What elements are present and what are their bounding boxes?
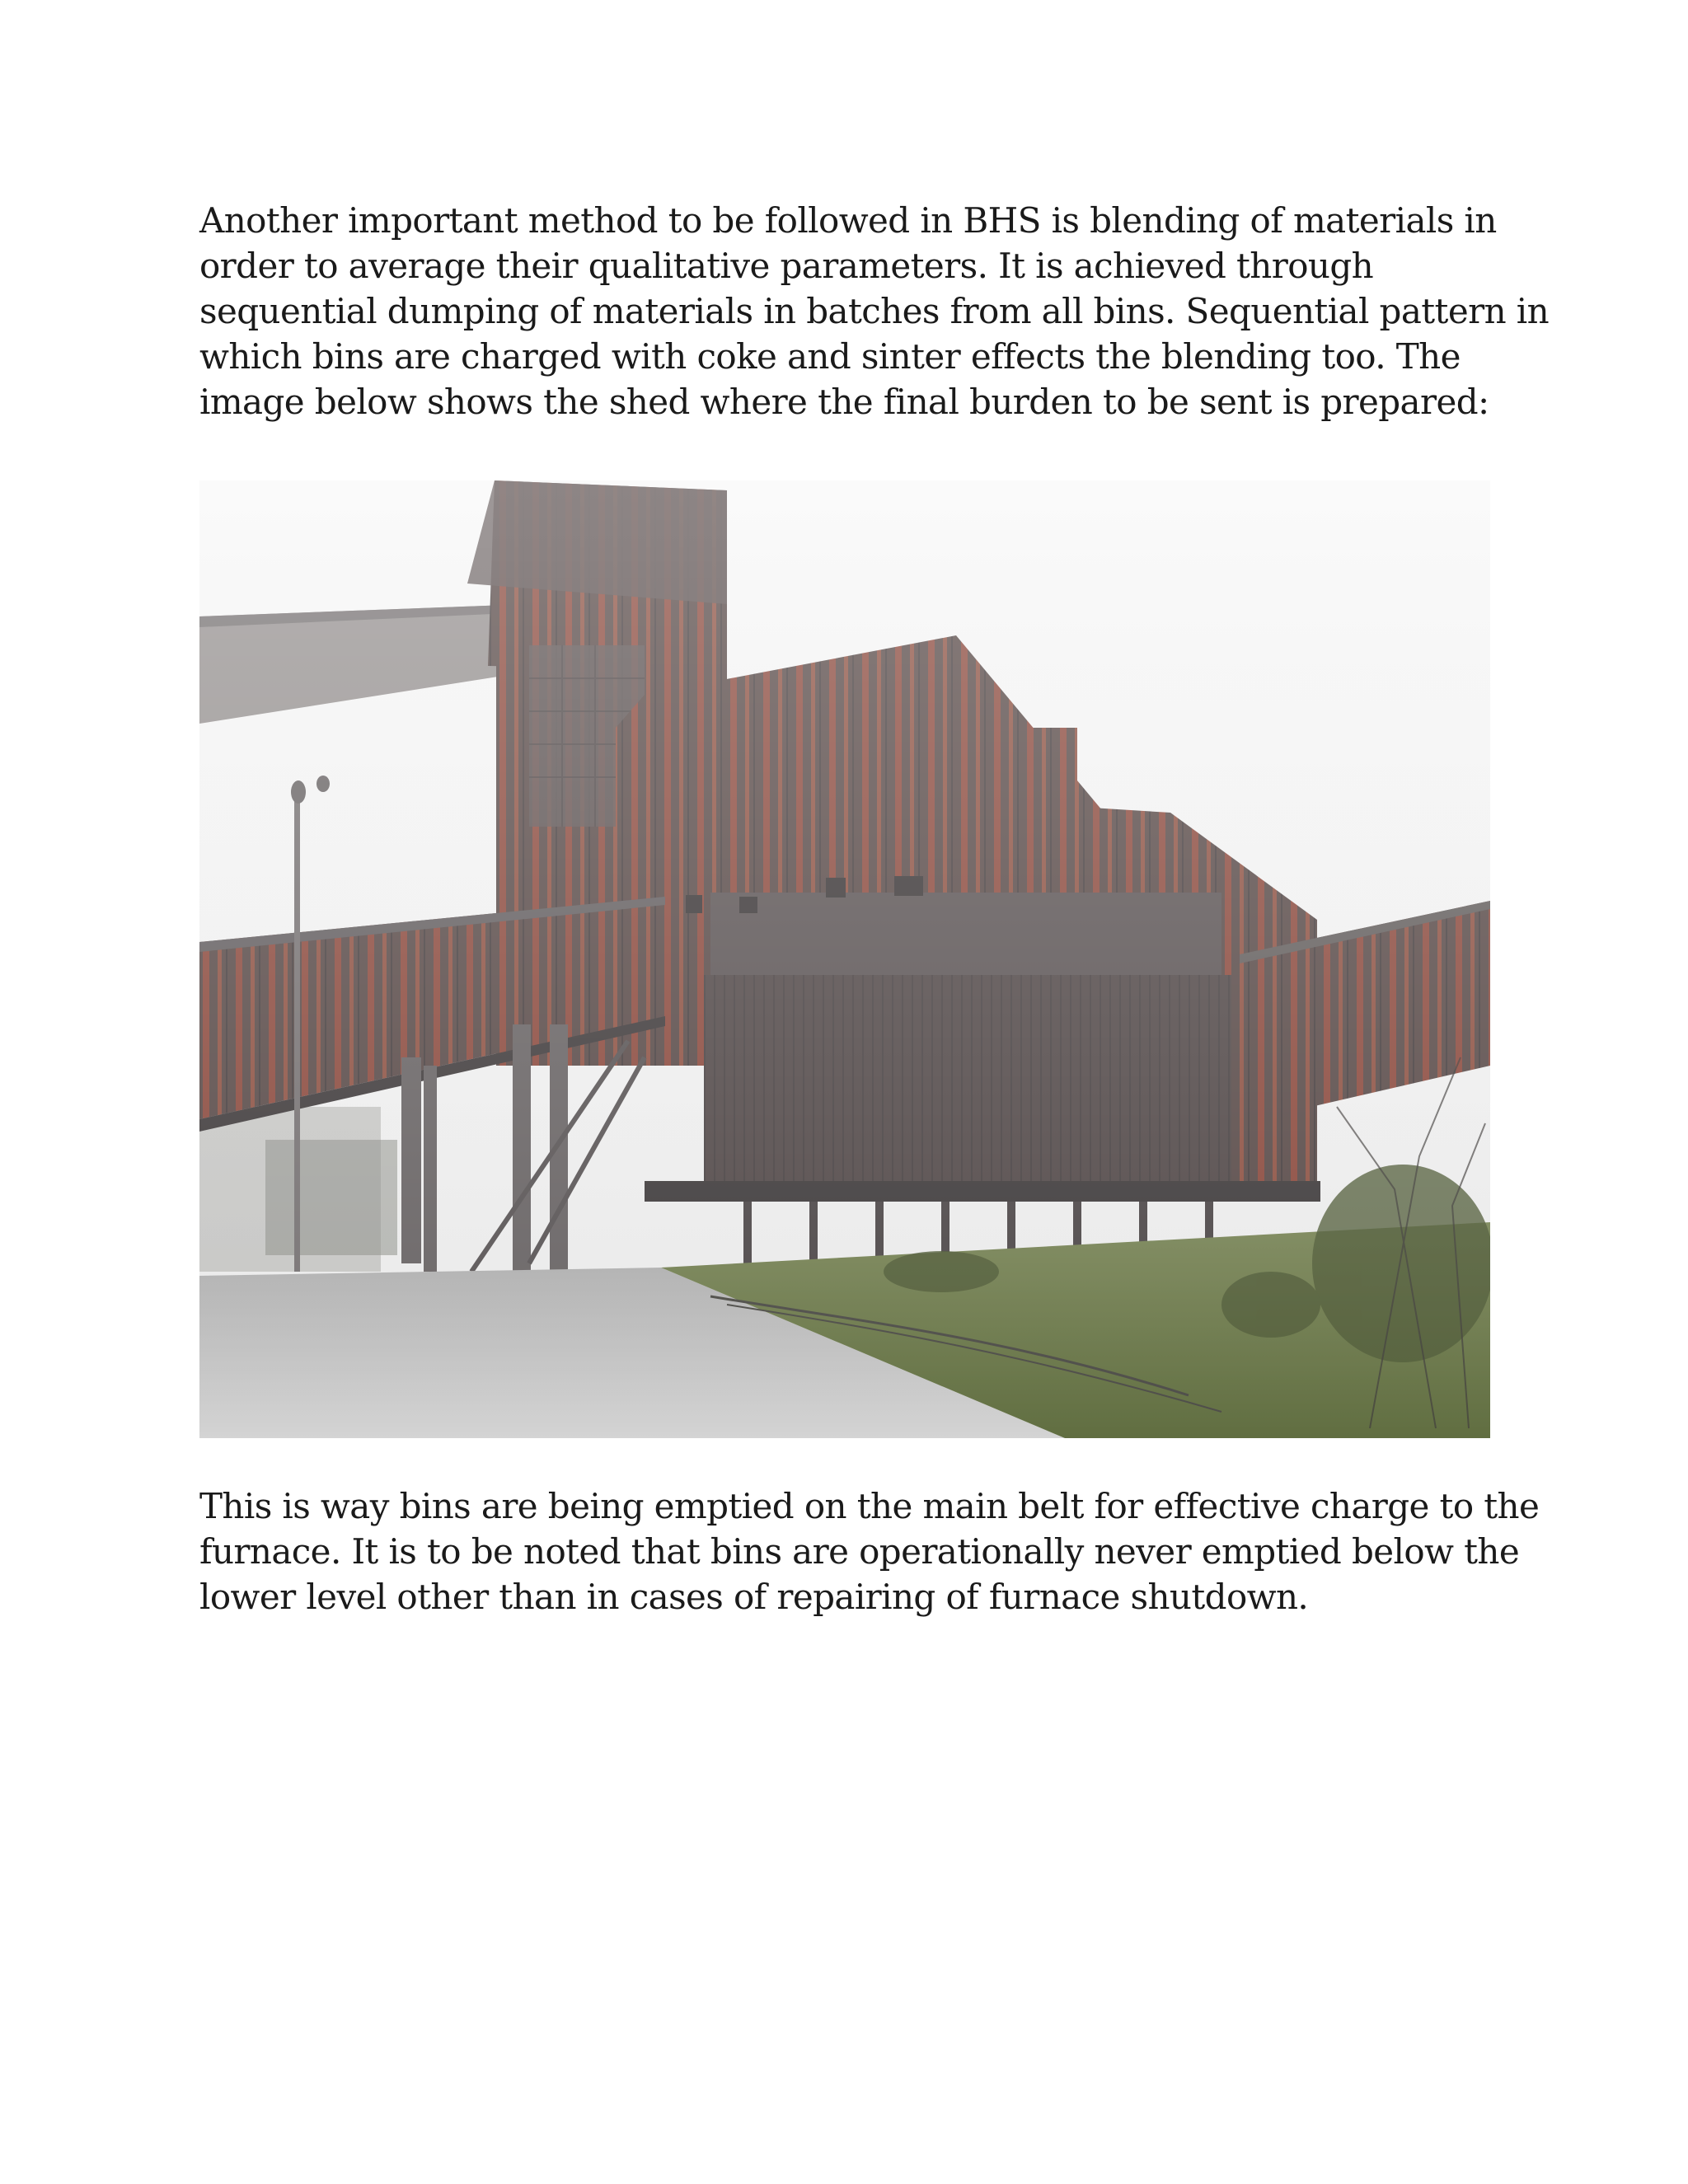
paragraph-line: image below shows the shed where the final burden to be sent is prepared: [199,382,1489,422]
paragraph-line: This is way bins are being emptied on the main belt for effective charge to the [199,1486,1540,1526]
paragraph-line: sequential dumping of materials in batches from all bins. Sequential pattern in [199,291,1550,331]
paragraph-bins [199,1483,1540,1619]
paragraph-line: order to average their qualitative parameters. It is achieved through [199,246,1374,286]
paragraph-intro [199,198,1550,424]
paragraph-line: which bins are charged with coke and sinter effects the blending too. The [199,336,1461,377]
paragraph-line: furnace. It is to be noted that bins are operationally never emptied below the [199,1531,1520,1572]
paragraph-line: lower level other than in cases of repairing of furnace shutdown. [199,1577,1309,1617]
paragraph-line: Another important method to be followed in BHS is blending of materials in [199,200,1497,241]
shed-photo [199,480,1490,1438]
shed-illustration [199,480,1490,1438]
